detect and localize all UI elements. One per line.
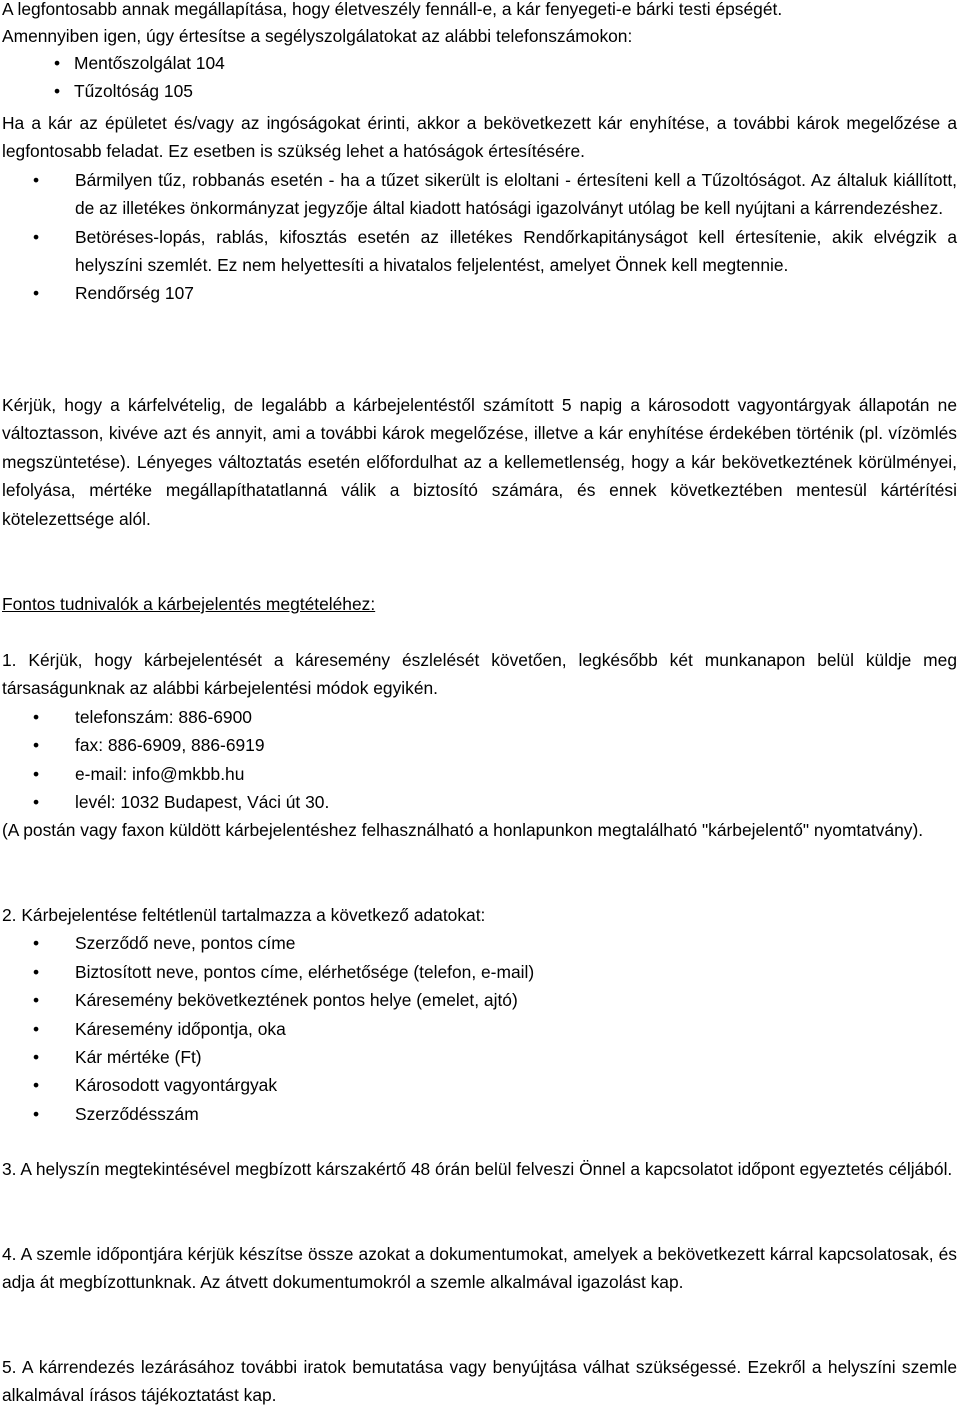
item-2-text: 2. Kárbejelentése feltétlenül tartalmazza a következő adatokat: bbox=[2, 905, 486, 925]
item-2 bbox=[2, 901, 957, 1128]
field-insured: • Biztosított neve, pontos címe, elérhetősége (telefon, e-mail) bbox=[2, 958, 957, 986]
emergency-fire: • Tűzoltóság 105 bbox=[2, 78, 957, 105]
field-contract-number: • Szerződésszám bbox=[2, 1100, 957, 1128]
emergency-list bbox=[2, 50, 957, 104]
contact-phone: • telefonszám: 886-6900 bbox=[2, 703, 957, 731]
field-contractor: • Szerződő neve, pontos címe bbox=[2, 929, 957, 957]
authority-police: • Betöréses-lopás, rablás, kifosztás esetén az illetékes Rendőrkapitányságot kell értesítenie, akik elvégzik a helyszíni szemlét. Ez nem helyettesíti a hivatalos feljelentést, amelyet Önnek kell megtennie. bbox=[2, 223, 957, 280]
item-5 bbox=[2, 1353, 957, 1410]
authority-fire: • Bármilyen tűz, robbanás esetén - ha a tűzet sikerült is eloltani - értesíteni kell a Tűzoltóságot. Az általuk kiállított, de az illetékes önkormányzat jegyzője által kiadott hatósági igazolványt utólag be kell nyújtani a kárrendezéshez. bbox=[2, 166, 957, 223]
intro-line-2: Amennyiben igen, úgy értesítse a segélyszolgálatokat az alábbi telefonszámokon: bbox=[2, 26, 633, 47]
contact-fax: • fax: 886-6909, 886-6919 bbox=[2, 731, 957, 759]
contact-mail: • levél: 1032 Budapest, Váci út 30. bbox=[2, 788, 957, 816]
item-1-text: 1. Kérjük, hogy kárbejelentését a káresemény észlelését követően, legkésőbb két munkanapon belül küldje meg társaságunknak az alábbi kárbejelentési módok egyikén. bbox=[2, 650, 957, 699]
item-5-text: 5. A kárrendezés lezárásához további iratok bemutatása vagy benyújtása válhat szükségessé. Ezekről a helyszíni szemle alkalmával írásos tájékoztatást kap. bbox=[2, 1357, 957, 1406]
emergency-ambulance: • Mentőszolgálat 104 bbox=[2, 50, 957, 77]
item-4-text: 4. A szemle időpontjára kérjük készítse össze azokat a dokumentumokat, amelyek a bekövetkezett kárral kapcsolatosak, és adja át megbízottunknak. Az átvett dokumentumokról a szemle alkalmával igazolást kap. bbox=[2, 1244, 957, 1293]
authority-police-number: • Rendőrség 107 bbox=[2, 279, 957, 307]
property-section bbox=[2, 109, 957, 308]
intro-section bbox=[2, 0, 957, 105]
item-4 bbox=[2, 1240, 957, 1297]
intro-line-1: A legfontosabb annak megállapítása, hogy életveszély fennáll-e, a kár fenyegeti-e bárki testi épségét. bbox=[2, 0, 783, 19]
contact-list bbox=[2, 703, 957, 817]
item-3-text: 3. A helyszín megtekintésével megbízott kárszakértő 48 órán belül felveszi Önnel a kapcsolatot időpont egyeztetés céljából. bbox=[2, 1159, 953, 1179]
property-text: Ha a kár az épületet és/vagy az ingóságokat érinti, akkor a bekövetkezett kár enyhítése, a további károk megelőzése a legfontosabb feladat. Ez esetben is szükség lehet a hatóságok értesítésére. bbox=[2, 113, 957, 162]
item-3 bbox=[2, 1155, 957, 1183]
request-paragraph: Kérjük, hogy a kárfelvételig, de legalább a kárbejelentéstől számított 5 napig a károsodott vagyontárgyak állapotán ne változtasson, kivéve azt és annyit, ami a további károk megelőzése, illetve a kár enyhítése érdekében történik (pl. vízömlés megszüntetése). Lényeges változtatás esetén előfordulhat az a kellemetlenség, hogy a kár bekövetkeztének körülményei, lefolyása, mértéke megállapíthatatlanná válik a biztosító számára, és ennek következtében mentesül kártérítési kötelezettsége alól. bbox=[2, 395, 957, 529]
field-location: • Káresemény bekövetkeztének pontos helye (emelet, ajtó) bbox=[2, 986, 957, 1014]
section-heading: Fontos tudnivalók a kárbejelentés megtételéhez: bbox=[2, 594, 376, 614]
heading-section bbox=[2, 590, 957, 618]
item-1 bbox=[2, 646, 957, 845]
field-damaged-assets: • Károsodott vagyontárgyak bbox=[2, 1071, 957, 1099]
item-1-note: (A postán vagy faxon küldött kárbejelentéshez felhasználható a honlapunkon megtalálható "kárbejelentő" nyomtatvány). bbox=[2, 820, 924, 841]
required-data-list bbox=[2, 929, 957, 1128]
request-section bbox=[2, 391, 957, 533]
field-damage-amount: • Kár mértéke (Ft) bbox=[2, 1043, 957, 1071]
field-time-cause: • Káresemény időpontja, oka bbox=[2, 1015, 957, 1043]
contact-email: • e-mail: info@mkbb.hu bbox=[2, 760, 957, 788]
authority-list bbox=[2, 166, 957, 308]
